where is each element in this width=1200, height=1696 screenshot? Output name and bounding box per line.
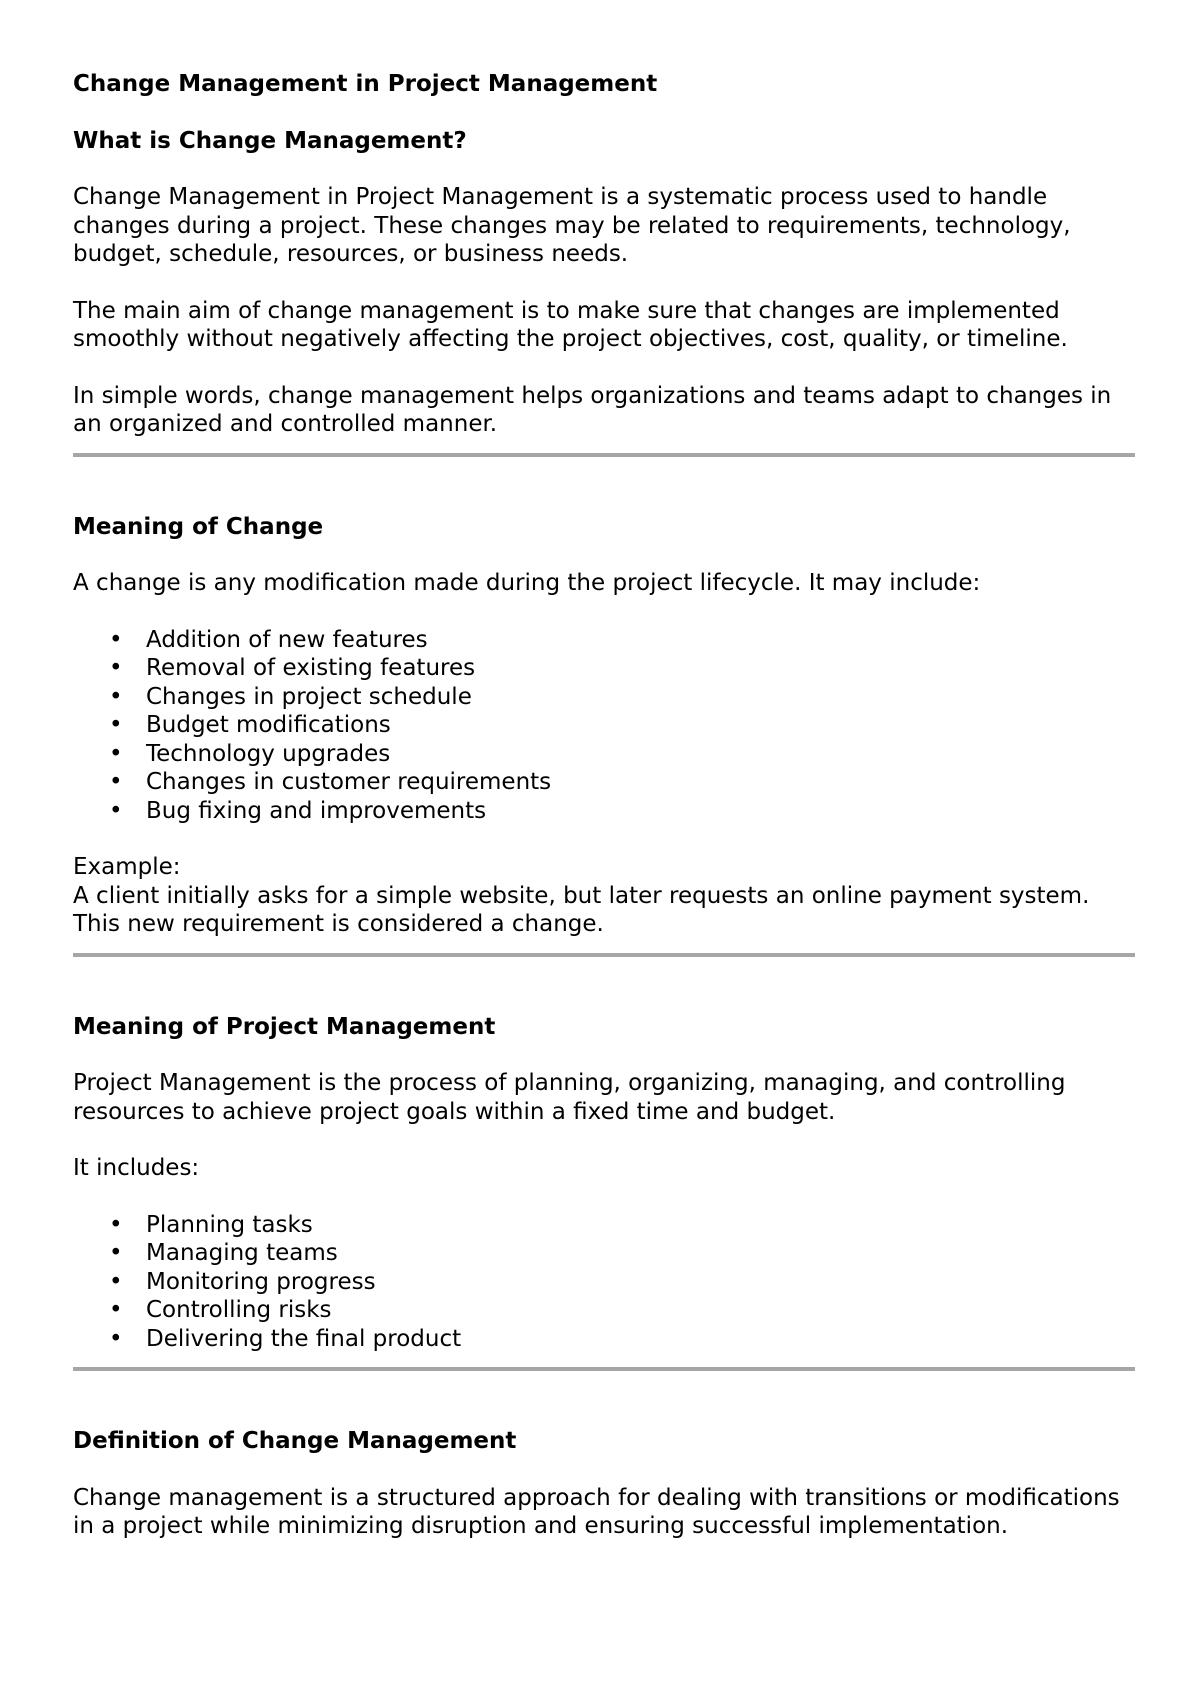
spacer: [73, 957, 1135, 1013]
list-item: • Removal of existing features: [146, 654, 1135, 683]
spacer: [73, 1371, 1135, 1427]
document-page: [73, 70, 1135, 1541]
example-label: Example:: [73, 854, 181, 880]
list-item: • Bug fixing and improvements: [146, 797, 1135, 826]
document-title: Change Management in Project Management: [73, 71, 658, 97]
example-paragraph: [73, 853, 1135, 939]
list-item: • Planning tasks: [146, 1211, 1135, 1240]
example-text: A client initially asks for a simple website, but later requests an online payment system. This new requirement is considered a change.: [73, 882, 1090, 937]
list-item: • Changes in project schedule: [146, 683, 1135, 712]
paragraph: Change Management in Project Management is a systematic process used to handle changes during a project. These changes may be related to requirements, technology, budget, schedule, resources, or business needs.: [73, 184, 1071, 267]
list-item: • Budget modifications: [146, 711, 1135, 740]
paragraph: In simple words, change management helps organizations and teams adapt to changes in an organized and controlled manner.: [73, 382, 1112, 437]
section-heading-meaning-of-change: Meaning of Change: [73, 513, 324, 540]
list-item: • Monitoring progress: [146, 1268, 1135, 1297]
section-heading-what-is: What is Change Management?: [73, 127, 467, 154]
paragraph: It includes:: [73, 1155, 200, 1181]
list-item: • Controlling risks: [146, 1296, 1135, 1325]
spacer: [73, 457, 1135, 513]
bullet-list-changes: [73, 626, 1135, 826]
bullet-list-includes: [73, 1211, 1135, 1354]
paragraph: The main aim of change management is to make sure that changes are implemented smoothly without negatively affecting the project objectives, cost, quality, or timeline.: [73, 297, 1068, 352]
section-heading-definition: Definition of Change Management: [73, 1428, 517, 1454]
list-item: • Addition of new features: [146, 626, 1135, 655]
list-item: • Managing teams: [146, 1239, 1135, 1268]
paragraph: Change management is a structured approach for dealing with transitions or modifications in a project while minimizing disruption and ensuring successful implementation.: [73, 1484, 1120, 1539]
list-item: • Changes in customer requirements: [146, 768, 1135, 797]
paragraph: Project Management is the process of planning, organizing, managing, and controlling resources to achieve project goals within a fixed time and budget.: [73, 1070, 1066, 1125]
list-item: • Technology upgrades: [146, 740, 1135, 769]
section-heading-meaning-of-project-management: Meaning of Project Management: [73, 1013, 496, 1040]
list-item: • Delivering the final product: [146, 1325, 1135, 1354]
paragraph: A change is any modification made during the project lifecycle. It may include:: [73, 570, 981, 596]
